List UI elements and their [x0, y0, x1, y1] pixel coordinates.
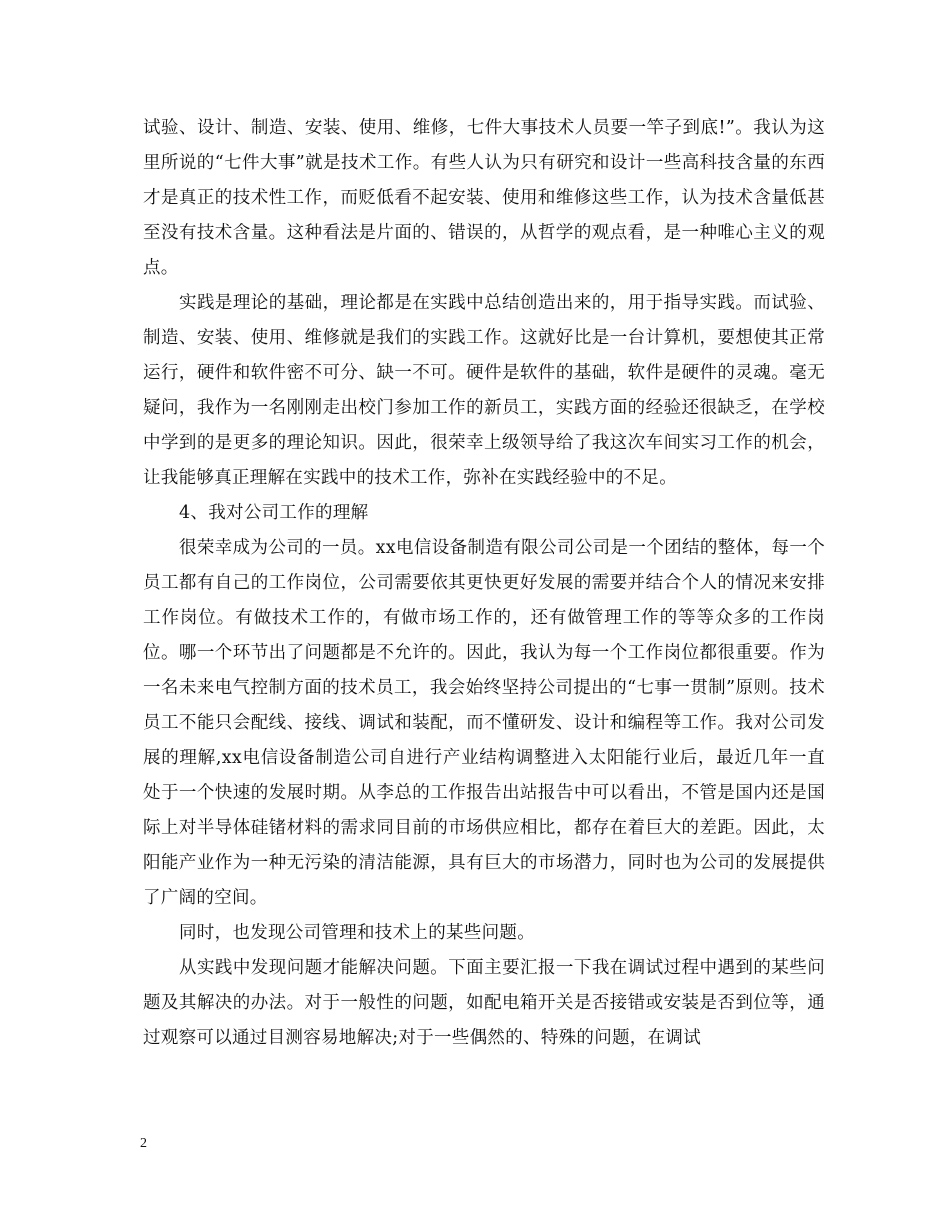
document-body: [143, 111, 825, 1056]
paragraph-problems-found: 同时，也发现公司管理和技术上的某些问题。: [179, 923, 535, 943]
paragraph-practice-theory: 实践是理论的基础，理论都是在实践中总结创造出来的，用于指导实践。而试验、制造、安装、使用、维修就是我们的实践工作。这就好比是一台计算机，要想使其正常运行，硬件和软件密不可分、缺一不可。硬件是软件的基础，软件是硬件的灵魂。毫无疑问，我作为一名刚刚走出校门参加工作的新员工，实践方面的经验还很缺乏，在学校中学到的是更多的理论知识。因此，很荣幸上级领导给了我这次车间实习工作的机会，让我能够真正理解在实践中的技术工作，弥补在实践经验中的不足。: [143, 293, 825, 488]
paragraph-company-understanding: 很荣幸成为公司的一员。xx电信设备制造有限公司公司是一个团结的整体，每一个员工都有自己的工作岗位，公司需要依其更快更好发展的需要并结合个人的情况来安排工作岗位。有做技术工作的，有做市场工作的，还有做管理工作的等等众多的工作岗位。哪一个环节出了问题都是不允许的。因此，我认为每一个工作岗位都很重要。作为一名未来电气控制方面的技术员工，我会始终坚持公司提出的“七事一贯制”原则。技术员工不能只会配线、接线、调试和装配，而不懂研发、设计和编程等工作。我对公司发展的理解,xx电信设备制造公司自进行产业结构调整进入太阳能行业后，最近几年一直处于一个快速的发展时期。从李总的工作报告出站报告中可以看出，不管是国内还是国际上对半导体硅锗材料的需求同目前的市场供应相比，都存在着巨大的差距。因此，太阳能产业作为一种无污染的清洁能源，具有巨大的市场潜力，同时也为公司的发展提供了广阔的空间。: [143, 538, 825, 908]
paragraph-solving-problems: 从实践中发现问题才能解决问题。下面主要汇报一下我在调试过程中遇到的某些问题及其解决的办法。对于一般性的问题，如配电箱开关是否接错或安装是否到位等，通过观察可以通过目测容易地解决;对于一些偶然的、特殊的问题，在调试: [143, 958, 825, 1048]
page-number: 2: [140, 1136, 147, 1151]
section-heading: 4、我对公司工作的理解: [179, 503, 369, 523]
paragraph-continued: 试验、设计、制造、安装、使用、维修，七件大事技术人员要一竿子到底!”。我认为这里所说的“七件大事”就是技术工作。有些人认为只有研究和设计一些高科技含量的东西才是真正的技术性工作，而贬低看不起安装、使用和维修这些工作，认为技术含量低甚至没有技术含量。这种看法是片面的、错误的，从哲学的观点看，是一种唯心主义的观点。: [143, 118, 825, 278]
